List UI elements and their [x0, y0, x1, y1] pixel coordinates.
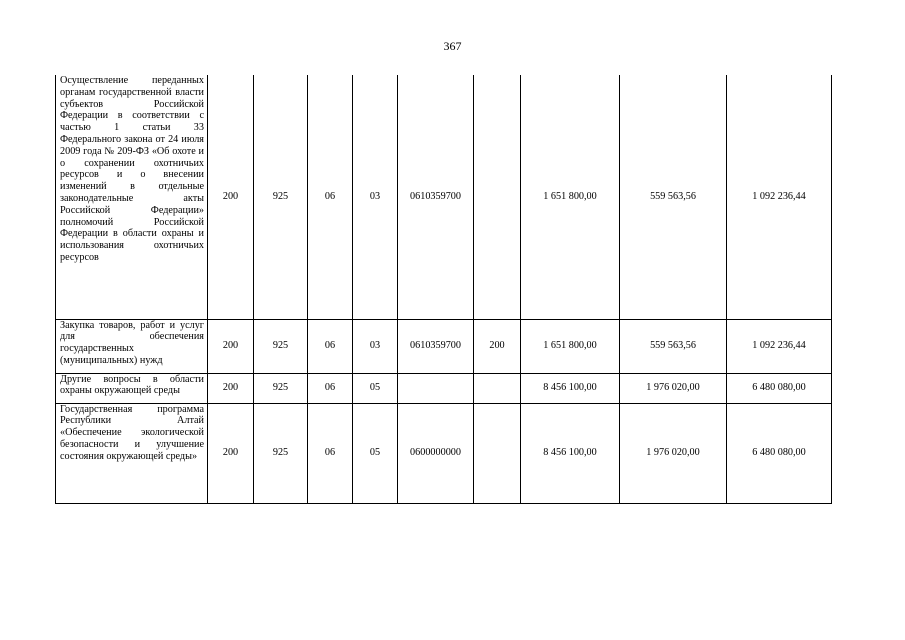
cell-expense-type — [474, 403, 521, 503]
cell-executed: 1 976 020,00 — [620, 373, 727, 403]
table-row — [56, 373, 832, 403]
cell-code2: 925 — [254, 373, 308, 403]
cell-approved: 8 456 100,00 — [521, 373, 620, 403]
cell-executed: 1 976 020,00 — [620, 403, 727, 503]
cell-remaining: 6 480 080,00 — [727, 373, 832, 403]
cell-remaining: 1 092 236,44 — [727, 319, 832, 373]
cell-code1: 200 — [208, 75, 254, 319]
row-name: Государственная программа Республики Алтай «Обеспечение экологической безопасности и улучшение состояния окружающей среды» — [56, 403, 208, 503]
page-number: 367 — [443, 39, 462, 53]
cell-code1: 200 — [208, 373, 254, 403]
budget-table — [55, 75, 832, 504]
cell-remaining: 1 092 236,44 — [727, 75, 832, 319]
cell-expense-type — [474, 373, 521, 403]
cell-target: 0600000000 — [398, 403, 474, 503]
cell-section: 06 — [308, 403, 353, 503]
cell-subsection: 03 — [353, 75, 398, 319]
cell-code1: 200 — [208, 403, 254, 503]
cell-approved: 1 651 800,00 — [521, 319, 620, 373]
cell-remaining: 6 480 080,00 — [727, 403, 832, 503]
cell-executed: 559 563,56 — [620, 319, 727, 373]
row-name: Осуществление переданных органам государственной власти субъектов Российской Федерации в соответствии с частью 1 статьи 33 Федерального закона от 24 июля 2009 года № 209-ФЗ «Об охоте и о сохранении охотничьих ресурсов и о внесении изменений в отдельные законодательные акты Российской Федерации» полномочий Российской Федерации в области охраны и использования охотничьих ресурсов — [56, 75, 208, 319]
cell-target: 0610359700 — [398, 319, 474, 373]
cell-code2: 925 — [254, 75, 308, 319]
cell-section: 06 — [308, 319, 353, 373]
cell-section: 06 — [308, 75, 353, 319]
table-row — [56, 75, 832, 319]
row-name: Другие вопросы в области охраны окружающей среды — [56, 373, 208, 403]
cell-approved: 8 456 100,00 — [521, 403, 620, 503]
cell-subsection: 05 — [353, 403, 398, 503]
cell-code1: 200 — [208, 319, 254, 373]
cell-code2: 925 — [254, 319, 308, 373]
cell-subsection: 05 — [353, 373, 398, 403]
cell-target — [398, 373, 474, 403]
cell-target: 0610359700 — [398, 75, 474, 319]
cell-subsection: 03 — [353, 319, 398, 373]
cell-section: 06 — [308, 373, 353, 403]
row-name: Закупка товаров, работ и услуг для обеспечения государственных (муниципальных) нужд — [56, 319, 208, 373]
cell-approved: 1 651 800,00 — [521, 75, 620, 319]
table-row — [56, 319, 832, 373]
cell-executed: 559 563,56 — [620, 75, 727, 319]
cell-code2: 925 — [254, 403, 308, 503]
cell-expense-type — [474, 75, 521, 319]
cell-expense-type: 200 — [474, 319, 521, 373]
table-row — [56, 403, 832, 503]
